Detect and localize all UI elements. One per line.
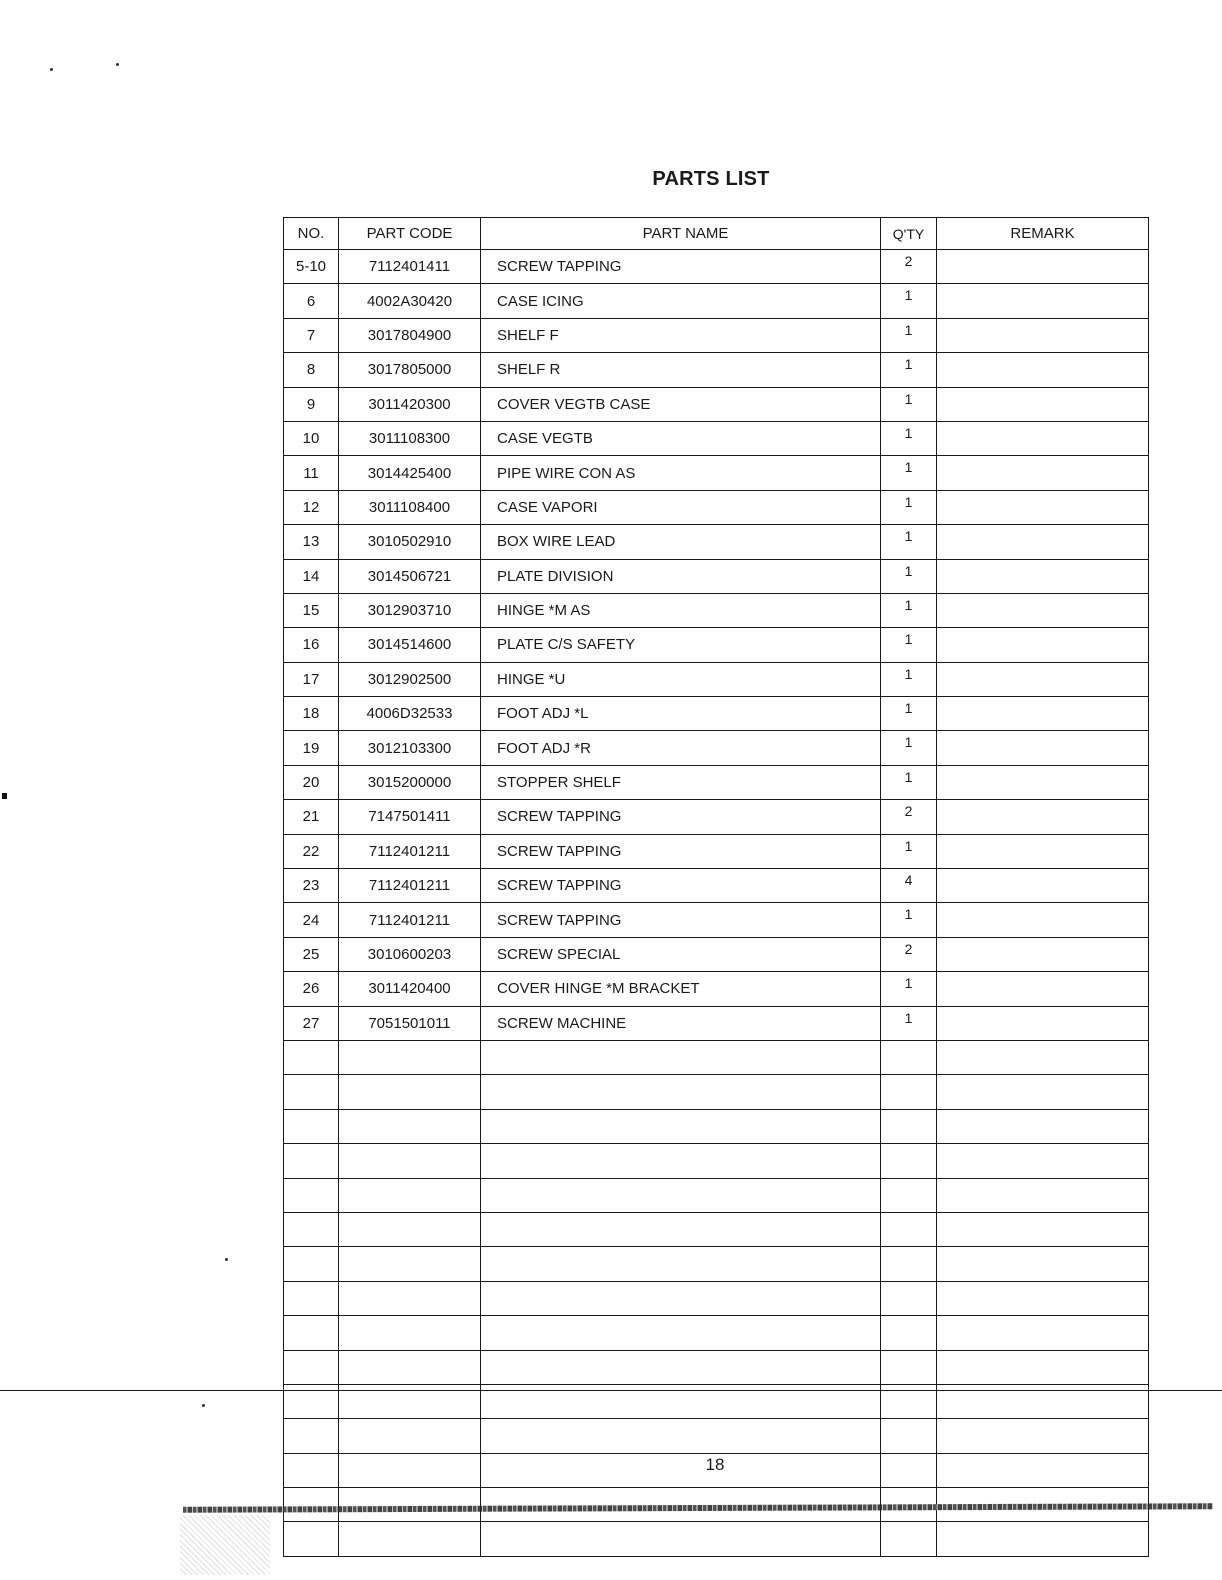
cell-part-name <box>481 1350 881 1384</box>
table-row <box>284 628 1149 662</box>
cell-remark <box>937 1419 1149 1453</box>
cell-qty: 1 <box>881 765 937 799</box>
scan-noise-artifact <box>180 1515 270 1575</box>
cell-part-name: CASE VAPORI <box>481 490 881 524</box>
table-row <box>284 353 1149 387</box>
cell-part-code <box>339 1247 481 1281</box>
cell-remark <box>937 1212 1149 1246</box>
cell-part-name: SCREW TAPPING <box>481 800 881 834</box>
cell-qty: 1 <box>881 456 937 490</box>
table-row <box>284 593 1149 627</box>
cell-remark <box>937 1522 1149 1556</box>
cell-no <box>284 1316 339 1350</box>
header-qty: Q'TY <box>881 218 937 250</box>
cell-no <box>284 1075 339 1109</box>
cell-no: 21 <box>284 800 339 834</box>
cell-part-code: 3010600203 <box>339 937 481 971</box>
cell-part-name <box>481 1522 881 1556</box>
cell-part-name: FOOT ADJ *R <box>481 731 881 765</box>
table-row <box>284 1247 1149 1281</box>
cell-qty: 1 <box>881 834 937 868</box>
cell-qty: 1 <box>881 593 937 627</box>
cell-qty: 1 <box>881 628 937 662</box>
cell-qty: 1 <box>881 318 937 352</box>
cell-qty <box>881 1522 937 1556</box>
cell-part-code: 3012903710 <box>339 593 481 627</box>
cell-qty: 1 <box>881 972 937 1006</box>
table-row <box>284 456 1149 490</box>
cell-part-code: 4006D32533 <box>339 697 481 731</box>
cell-qty <box>881 1212 937 1246</box>
cell-part-name: PLATE C/S SAFETY <box>481 628 881 662</box>
table-row <box>284 1316 1149 1350</box>
cell-remark <box>937 559 1149 593</box>
cell-part-code <box>339 1109 481 1143</box>
cell-part-code: 7112401211 <box>339 834 481 868</box>
cell-remark <box>937 697 1149 731</box>
cell-remark <box>937 765 1149 799</box>
table-row <box>284 284 1149 318</box>
cell-qty <box>881 1144 937 1178</box>
table-row <box>284 1350 1149 1384</box>
cell-remark <box>937 1316 1149 1350</box>
cell-part-code: 3012902500 <box>339 662 481 696</box>
table-row <box>284 903 1149 937</box>
cell-part-name <box>481 1109 881 1143</box>
cell-no <box>284 1522 339 1556</box>
cell-part-code: 7112401211 <box>339 903 481 937</box>
cell-part-name: SCREW TAPPING <box>481 250 881 284</box>
cell-part-code <box>339 1488 481 1522</box>
cell-part-name: FOOT ADJ *L <box>481 697 881 731</box>
cell-part-name: PIPE WIRE CON AS <box>481 456 881 490</box>
cell-no: 11 <box>284 456 339 490</box>
cell-part-code <box>339 1316 481 1350</box>
cell-no: 26 <box>284 972 339 1006</box>
cell-part-name: SCREW TAPPING <box>481 869 881 903</box>
cell-no <box>284 1178 339 1212</box>
table-row <box>284 1522 1149 1556</box>
cell-part-code <box>339 1040 481 1074</box>
cell-part-code: 3011108300 <box>339 421 481 455</box>
cell-part-name: HINGE *U <box>481 662 881 696</box>
cell-part-name <box>481 1040 881 1074</box>
cell-no: 10 <box>284 421 339 455</box>
cell-remark <box>937 1040 1149 1074</box>
cell-part-code: 3014425400 <box>339 456 481 490</box>
cell-remark <box>937 387 1149 421</box>
cell-part-code <box>339 1178 481 1212</box>
cell-no <box>284 1212 339 1246</box>
cell-no: 25 <box>284 937 339 971</box>
cell-part-code: 3015200000 <box>339 765 481 799</box>
cell-part-code: 3011108400 <box>339 490 481 524</box>
cell-no: 12 <box>284 490 339 524</box>
table-body <box>284 250 1149 1557</box>
cell-remark <box>937 593 1149 627</box>
speck <box>225 1258 228 1261</box>
cell-no <box>284 1144 339 1178</box>
table-row <box>284 250 1149 284</box>
table-row <box>284 318 1149 352</box>
cell-qty <box>881 1040 937 1074</box>
cell-no: 6 <box>284 284 339 318</box>
cell-qty: 1 <box>881 490 937 524</box>
cell-no: 15 <box>284 593 339 627</box>
cell-remark <box>937 353 1149 387</box>
cell-part-name <box>481 1178 881 1212</box>
page-title: PARTS LIST <box>652 168 770 190</box>
cell-part-name: COVER VEGTB CASE <box>481 387 881 421</box>
cell-part-name <box>481 1419 881 1453</box>
cell-part-code: 4002A30420 <box>339 284 481 318</box>
cell-no: 23 <box>284 869 339 903</box>
cell-part-name <box>481 1281 881 1315</box>
cell-part-code <box>339 1144 481 1178</box>
table-row <box>284 525 1149 559</box>
cell-part-name: BOX WIRE LEAD <box>481 525 881 559</box>
table-row <box>284 1075 1149 1109</box>
cell-remark <box>937 1006 1149 1040</box>
speck <box>202 1404 205 1407</box>
table-row <box>284 1419 1149 1453</box>
table-row <box>284 697 1149 731</box>
cell-part-name: SHELF F <box>481 318 881 352</box>
cell-remark <box>937 456 1149 490</box>
cell-qty: 1 <box>881 353 937 387</box>
cell-part-code: 3017805000 <box>339 353 481 387</box>
header-remark: REMARK <box>937 218 1149 250</box>
cell-part-code: 7051501011 <box>339 1006 481 1040</box>
cell-qty <box>881 1350 937 1384</box>
table-row <box>284 1109 1149 1143</box>
cell-no: 7 <box>284 318 339 352</box>
table-row <box>284 1178 1149 1212</box>
cell-remark <box>937 1247 1149 1281</box>
cell-no <box>284 1419 339 1453</box>
page-number: 18 <box>705 1455 725 1474</box>
cell-qty <box>881 1178 937 1212</box>
header-no: NO. <box>284 218 339 250</box>
cell-remark <box>937 250 1149 284</box>
cell-qty <box>881 1281 937 1315</box>
cell-qty <box>881 1316 937 1350</box>
table-row <box>284 1212 1149 1246</box>
cell-qty: 2 <box>881 800 937 834</box>
cell-part-code: 3014506721 <box>339 559 481 593</box>
cell-part-code: 7112401411 <box>339 250 481 284</box>
table-row <box>284 972 1149 1006</box>
cell-remark <box>937 318 1149 352</box>
cell-part-code <box>339 1522 481 1556</box>
cell-qty: 2 <box>881 250 937 284</box>
cell-qty: 4 <box>881 869 937 903</box>
table-row <box>284 731 1149 765</box>
cell-part-name: SCREW TAPPING <box>481 903 881 937</box>
cell-remark <box>937 731 1149 765</box>
speck <box>50 68 53 71</box>
cell-no: 9 <box>284 387 339 421</box>
cell-remark <box>937 834 1149 868</box>
speck <box>116 63 119 66</box>
table-row <box>284 559 1149 593</box>
cell-part-name <box>481 1144 881 1178</box>
cell-part-code: 7147501411 <box>339 800 481 834</box>
cell-part-name <box>481 1075 881 1109</box>
table-row <box>284 1040 1149 1074</box>
cell-part-name: CASE ICING <box>481 284 881 318</box>
cell-qty: 1 <box>881 697 937 731</box>
cell-qty: 1 <box>881 1006 937 1040</box>
table-row <box>284 662 1149 696</box>
cell-remark <box>937 421 1149 455</box>
cell-part-code: 3017804900 <box>339 318 481 352</box>
cell-remark <box>937 972 1149 1006</box>
cell-part-code: 7112401211 <box>339 869 481 903</box>
cell-part-code <box>339 1212 481 1246</box>
table-row <box>284 765 1149 799</box>
cell-remark <box>937 937 1149 971</box>
cell-qty: 2 <box>881 937 937 971</box>
cell-qty <box>881 1419 937 1453</box>
cell-part-name <box>481 1212 881 1246</box>
cell-part-name: SCREW MACHINE <box>481 1006 881 1040</box>
cell-remark <box>937 1075 1149 1109</box>
margin-mark <box>2 793 7 799</box>
cell-no: 17 <box>284 662 339 696</box>
horizontal-rule <box>0 1390 1222 1391</box>
cell-no: 13 <box>284 525 339 559</box>
cell-remark <box>937 903 1149 937</box>
table-row <box>284 1006 1149 1040</box>
cell-qty <box>881 1075 937 1109</box>
cell-remark <box>937 1109 1149 1143</box>
cell-no <box>284 1109 339 1143</box>
cell-no: 8 <box>284 353 339 387</box>
cell-no <box>284 1281 339 1315</box>
cell-part-name: CASE VEGTB <box>481 421 881 455</box>
cell-part-code <box>339 1281 481 1315</box>
cell-no: 27 <box>284 1006 339 1040</box>
cell-no <box>284 1040 339 1074</box>
table-row <box>284 421 1149 455</box>
cell-no <box>284 1247 339 1281</box>
cell-qty: 1 <box>881 387 937 421</box>
table-row <box>284 869 1149 903</box>
cell-part-code: 3011420400 <box>339 972 481 1006</box>
cell-no: 14 <box>284 559 339 593</box>
cell-part-name <box>481 1247 881 1281</box>
header-part-name: PART NAME <box>481 218 881 250</box>
cell-remark <box>937 869 1149 903</box>
cell-remark <box>937 800 1149 834</box>
cell-qty: 1 <box>881 421 937 455</box>
cell-part-name: SCREW TAPPING <box>481 834 881 868</box>
cell-remark <box>937 1350 1149 1384</box>
cell-qty: 1 <box>881 903 937 937</box>
cell-remark <box>937 490 1149 524</box>
cell-remark <box>937 284 1149 318</box>
cell-no: 5-10 <box>284 250 339 284</box>
cell-qty: 1 <box>881 284 937 318</box>
cell-part-name: SHELF R <box>481 353 881 387</box>
table-row <box>284 490 1149 524</box>
cell-part-code <box>339 1350 481 1384</box>
cell-no: 18 <box>284 697 339 731</box>
cell-remark <box>937 1281 1149 1315</box>
cell-qty: 1 <box>881 731 937 765</box>
cell-qty <box>881 1247 937 1281</box>
header-part-code: PART CODE <box>339 218 481 250</box>
cell-qty: 1 <box>881 662 937 696</box>
cell-remark <box>937 662 1149 696</box>
table-row <box>284 387 1149 421</box>
parts-list-table <box>283 217 1149 1557</box>
cell-qty <box>881 1109 937 1143</box>
cell-no: 20 <box>284 765 339 799</box>
cell-part-code: 3014514600 <box>339 628 481 662</box>
table-row <box>284 834 1149 868</box>
cell-remark <box>937 628 1149 662</box>
cell-qty: 1 <box>881 559 937 593</box>
cell-part-code: 3012103300 <box>339 731 481 765</box>
cell-part-name: STOPPER SHELF <box>481 765 881 799</box>
cell-no <box>284 1488 339 1522</box>
cell-part-name: PLATE DIVISION <box>481 559 881 593</box>
cell-remark <box>937 1178 1149 1212</box>
cell-part-name: SCREW SPECIAL <box>481 937 881 971</box>
cell-no: 22 <box>284 834 339 868</box>
table-row <box>284 1144 1149 1178</box>
cell-remark <box>937 525 1149 559</box>
cell-no: 24 <box>284 903 339 937</box>
table-row <box>284 800 1149 834</box>
table-row <box>284 937 1149 971</box>
cell-part-code <box>339 1419 481 1453</box>
cell-qty: 1 <box>881 525 937 559</box>
cell-no: 16 <box>284 628 339 662</box>
cell-part-code: 3011420300 <box>339 387 481 421</box>
table-header-row <box>284 218 1149 250</box>
cell-part-name <box>481 1316 881 1350</box>
cell-remark <box>937 1144 1149 1178</box>
cell-no: 19 <box>284 731 339 765</box>
cell-part-name: HINGE *M AS <box>481 593 881 627</box>
cell-part-name: COVER HINGE *M BRACKET <box>481 972 881 1006</box>
cell-part-code <box>339 1075 481 1109</box>
table-row <box>284 1281 1149 1315</box>
cell-part-code: 3010502910 <box>339 525 481 559</box>
cell-no <box>284 1350 339 1384</box>
